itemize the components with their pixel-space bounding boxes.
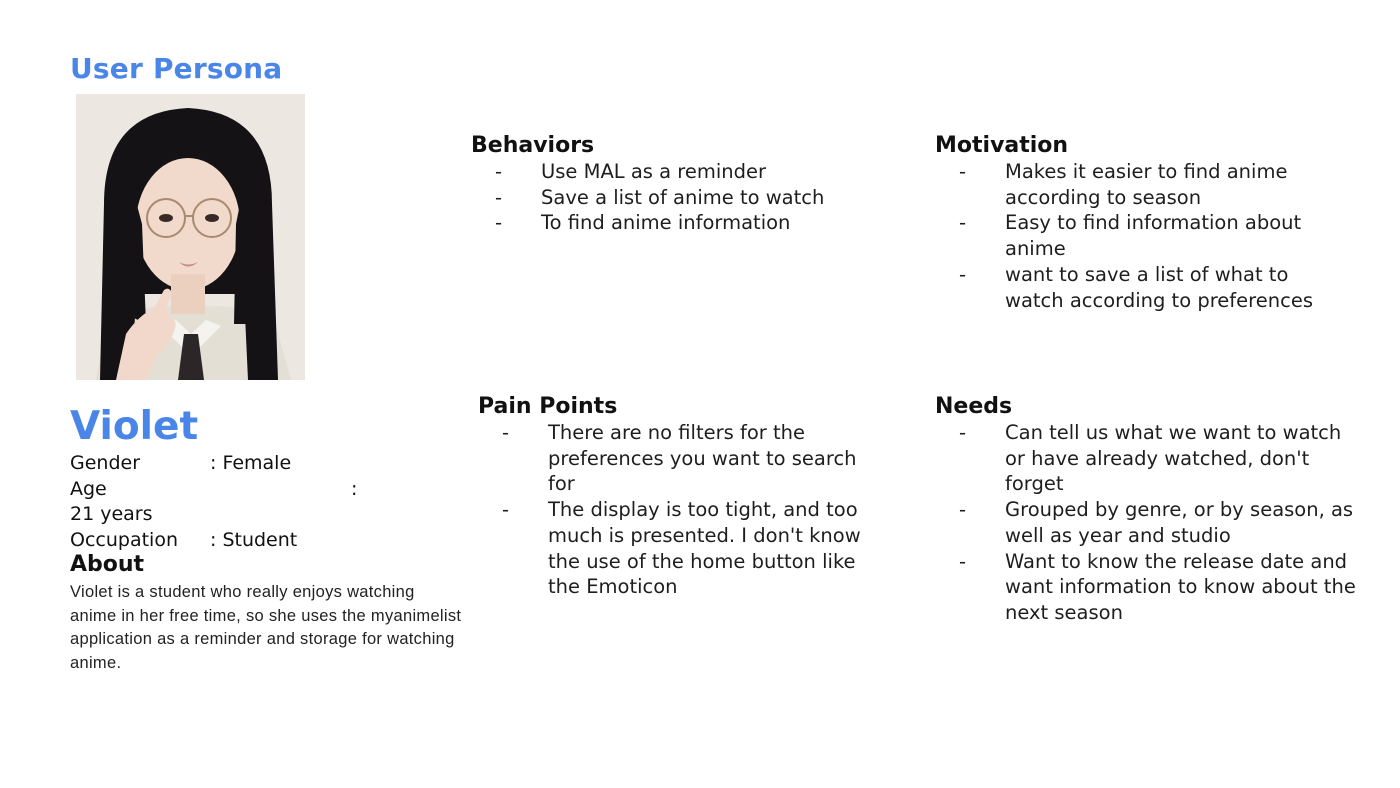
bullet-dash: - — [959, 498, 967, 522]
list-item-text: To find anime information — [541, 211, 791, 235]
persona-name: Violet — [70, 404, 199, 449]
bullet-dash: - — [502, 421, 510, 444]
list-item-text: Want to know the release date and want information to know about the next season — [1005, 549, 1356, 624]
gender-value: : Female — [210, 452, 292, 474]
list-item-text: Use MAL as a reminder — [541, 160, 767, 183]
age-separator: : — [351, 478, 358, 500]
behaviors-heading: Behaviors — [471, 133, 595, 158]
list-item — [935, 549, 1360, 626]
age-value: 21 years — [70, 503, 153, 525]
list-item — [935, 420, 1360, 497]
age-row — [70, 476, 358, 502]
list-item — [471, 210, 871, 236]
list-item — [478, 497, 888, 600]
list-item — [471, 185, 871, 211]
needs-heading: Needs — [935, 394, 1013, 419]
bullet-dash: - — [959, 549, 967, 573]
list-item — [935, 159, 1345, 210]
gender-row — [70, 450, 292, 476]
bullet-dash: - — [495, 185, 503, 209]
list-item-text: Makes it easier to find anime according to season — [1005, 160, 1288, 209]
occupation-value: : Student — [210, 529, 298, 551]
list-item-text: Save a list of anime to watch — [541, 185, 825, 209]
list-item-text: There are no filters for the preferences you want to search for — [548, 421, 857, 496]
pain-points-section — [478, 394, 888, 600]
gender-label: Gender — [70, 452, 141, 474]
bullet-dash: - — [502, 498, 510, 522]
bullet-dash: - — [495, 211, 503, 235]
persona-photo — [76, 94, 305, 380]
list-item — [471, 159, 871, 185]
about-text: Violet is a student who really enjoys watching anime in her free time, so she uses the myanimelist application as a reminder and storage for watching anime. — [70, 583, 462, 672]
behaviors-section — [471, 133, 871, 236]
bullet-dash: - — [959, 421, 967, 444]
page-title: User Persona — [70, 52, 283, 85]
list-item-text: Easy to find information about anime — [1005, 211, 1302, 261]
bullet-dash: - — [959, 160, 967, 183]
age-value-row — [70, 501, 153, 527]
bullet-dash: - — [495, 160, 503, 183]
list-item-text: want to save a list of what to watch according to preferences — [1005, 262, 1313, 312]
needs-section — [935, 394, 1360, 626]
list-item — [935, 262, 1345, 313]
motivation-heading: Motivation — [935, 133, 1069, 158]
age-label: Age — [70, 478, 107, 500]
list-item — [935, 210, 1345, 261]
occupation-label: Occupation — [70, 529, 178, 551]
list-item-text: Grouped by genre, or by season, as well as year and studio — [1005, 498, 1354, 547]
occupation-row — [70, 527, 298, 553]
bullet-dash: - — [959, 211, 967, 235]
list-item — [478, 420, 888, 497]
motivation-section — [935, 133, 1345, 313]
list-item-text: Can tell us what we want to watch or have already watched, don't forget — [1005, 421, 1342, 496]
list-item-text: The display is too tight, and too much is presented. I don't know the use of the home button like the Emoticon — [548, 498, 861, 599]
pain-points-heading: Pain Points — [478, 394, 618, 419]
about-heading: About — [70, 552, 145, 577]
list-item — [935, 497, 1360, 548]
bullet-dash: - — [959, 262, 967, 286]
